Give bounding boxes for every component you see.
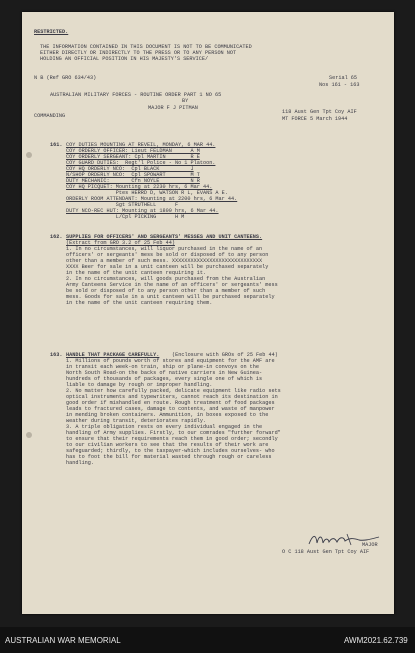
body-line: other than a member of such mess. XXXXXXXXXXXXXXXXXXXXXXXXXXXXX bbox=[66, 258, 263, 264]
order-title: AUSTRALIAN MILITARY FORCES - ROUTINE ORDER PART 1 NO 65 bbox=[50, 92, 222, 98]
notice-line: EITHER DIRECTLY OR INDIRECTLY TO THE PRESS OR TO ANY PERSON NOT bbox=[40, 50, 237, 56]
document-page bbox=[22, 12, 394, 614]
duty-line: COY HQ ORDERLY NCO: Cpl BLACK J bbox=[66, 166, 194, 172]
body-line: 2. No matter how carefully packed, delicate equipment like radio sets bbox=[66, 388, 281, 394]
body-line: to ensure that their requirements reach them in good order; secondly bbox=[66, 436, 278, 442]
body-line: handling of Army supplies. Firstly, to our comrades "further forward" bbox=[66, 430, 281, 436]
duty-line: COY ORDERLY SERGEANT: Cpl MARTIN R E bbox=[66, 154, 200, 160]
body-line: to our civilian workers to see that the results of their work are bbox=[66, 442, 269, 448]
body-line: has to foot the bill for material wasted through rough or careless bbox=[66, 454, 272, 460]
body-line: in transit each week-on train, ship or plane-in convoys on the bbox=[66, 364, 260, 370]
notice-line: HOLDING AN OFFICIAL POSITION IN HIS MAJESTY'S SERVICE/ bbox=[40, 56, 209, 62]
signature-rank: MAJOR bbox=[362, 542, 378, 548]
duty-line: DUTY NCO-REC HUT: Mounting at 1800 hrs, 6 Mar 44. bbox=[66, 208, 219, 214]
body-line: safeguarded; thirdly, to the taxpayer-which includes ourselves- who bbox=[66, 448, 275, 454]
duty-line: COY HQ PICQUET: Mounting at 2230 hrs, 6 Mar 44. bbox=[66, 184, 213, 190]
body-line: XXXX Beer for sale in a unit canteen will be purchased separately bbox=[66, 264, 269, 270]
section-number: 163. bbox=[50, 352, 63, 358]
body-line: mess. Goods for sale in a unit canteen will be purchased separately bbox=[66, 294, 275, 300]
order-numbers: Nos 161 - 163 bbox=[319, 82, 360, 88]
body-line: hundreds of thousands of packages, every single one of which is bbox=[66, 376, 263, 382]
serial: Serial 65 bbox=[329, 75, 358, 81]
body-line: North South Road-on the backs of native carriers in New Guinea- bbox=[66, 370, 263, 376]
body-line: in the name of the unit canteen requiring it. bbox=[66, 270, 207, 276]
section-subheading: (Enclosure with GROs of 25 Feb 44) bbox=[172, 352, 278, 358]
commander-name: MAJOR F J PITMAN bbox=[148, 105, 198, 111]
body-line: 3. A triple obligation rests on every individual engaged in the bbox=[66, 424, 263, 430]
body-line: 2. In no circumstances, will goods purchased from the Australian bbox=[66, 276, 266, 282]
restricted-label: RESTRICTED. bbox=[34, 29, 69, 35]
reference: N B (Ref GRO 634/43) bbox=[34, 75, 97, 81]
body-line: handling. bbox=[66, 460, 95, 466]
duty-line: L/Cpl PICKING H M bbox=[66, 214, 185, 220]
body-line: be sold or disposed of to any person other than a member of such bbox=[66, 288, 266, 294]
body-line: good order if mishandled en route. Rough treatment of food packages bbox=[66, 400, 275, 406]
unit-name: 118 Aust Gen Tpt Coy AIF bbox=[282, 109, 357, 115]
body-line: 1. Millions of pounds worth of stores and equipment for the AMF are bbox=[66, 358, 275, 364]
duty-line: COY ORDERLY OFFICER: Lieut FELDMAN A M bbox=[66, 148, 200, 154]
signature-unit: O C 118 Aust Gen Tpt Coy AIF bbox=[282, 549, 370, 555]
section-number: 161. bbox=[50, 142, 63, 148]
place-date: MT FORCE 5 March 1944 bbox=[282, 116, 348, 122]
archive-footer bbox=[0, 627, 415, 653]
punch-hole bbox=[26, 432, 32, 438]
body-line: 1. In no circumstances, will liquor purchased in the name of an bbox=[66, 246, 263, 252]
duty-line: Sgt STRUTHELL F bbox=[66, 202, 179, 208]
commanding-label: COMMANDING bbox=[34, 113, 66, 119]
section-heading: SUPPLIES FOR OFFICERS' AND SERGEANTS' MESSES AND UNIT CANTEENS. bbox=[66, 234, 263, 240]
duty-line: Ptes HERRD D, WATSON R L, EVANS A E. bbox=[66, 190, 228, 196]
body-line: liable to damage by rough or improper handling. bbox=[66, 382, 213, 388]
notice-line: THE INFORMATION CONTAINED IN THIS DOCUMENT IS NOT TO BE COMMUNICATED bbox=[40, 44, 252, 50]
section-number: 162. bbox=[50, 234, 63, 240]
duty-line: ORDERLY ROOM ATTENDANT: Mounting at 2200 hrs, 6 Mar 44. bbox=[66, 196, 238, 202]
archive-name: AUSTRALIAN WAR MEMORIAL bbox=[5, 636, 121, 645]
body-line: leads to fractured cases, damage to contents, and waste of manpower bbox=[66, 406, 275, 412]
archive-reference: AWM2021.62.739 bbox=[344, 636, 408, 645]
duty-line: COY DUTIES MOUNTING AT REVEIL, MONDAY, 6 MAR 44. bbox=[66, 142, 216, 148]
body-line: Army Canteens Service in the name of an officers' or sergeants' mess bbox=[66, 282, 278, 288]
duty-line: COY GUARD DUTIES: Regt'l Police - No 1 Platoon. bbox=[66, 160, 216, 166]
body-line: in mending broken containers. Ammunition, in boxes exposed to the bbox=[66, 412, 269, 418]
section-heading: HANDLE THAT PACKAGE CAREFULLY. bbox=[66, 352, 160, 358]
punch-hole bbox=[26, 152, 32, 158]
body-line: optical instruments and typewriters, cannot reach its destination in bbox=[66, 394, 278, 400]
section-subheading: (Extract from GRO 3.2 of 25 Feb 44) bbox=[66, 240, 175, 246]
body-line: weather during transit, deteriorates rapidly. bbox=[66, 418, 207, 424]
order-by: BY bbox=[182, 98, 189, 104]
body-line: in the name of the unit canteen requiring them. bbox=[66, 300, 213, 306]
duty-line: N/SHOP ORDERLY NCO: Cpl SPOWART M T bbox=[66, 172, 200, 178]
duty-line: DUTY MECHANIC: Cfn NOYLE N R bbox=[66, 178, 200, 184]
body-line: officers' or sergeants' mess be sold or disposed of to any person bbox=[66, 252, 269, 258]
